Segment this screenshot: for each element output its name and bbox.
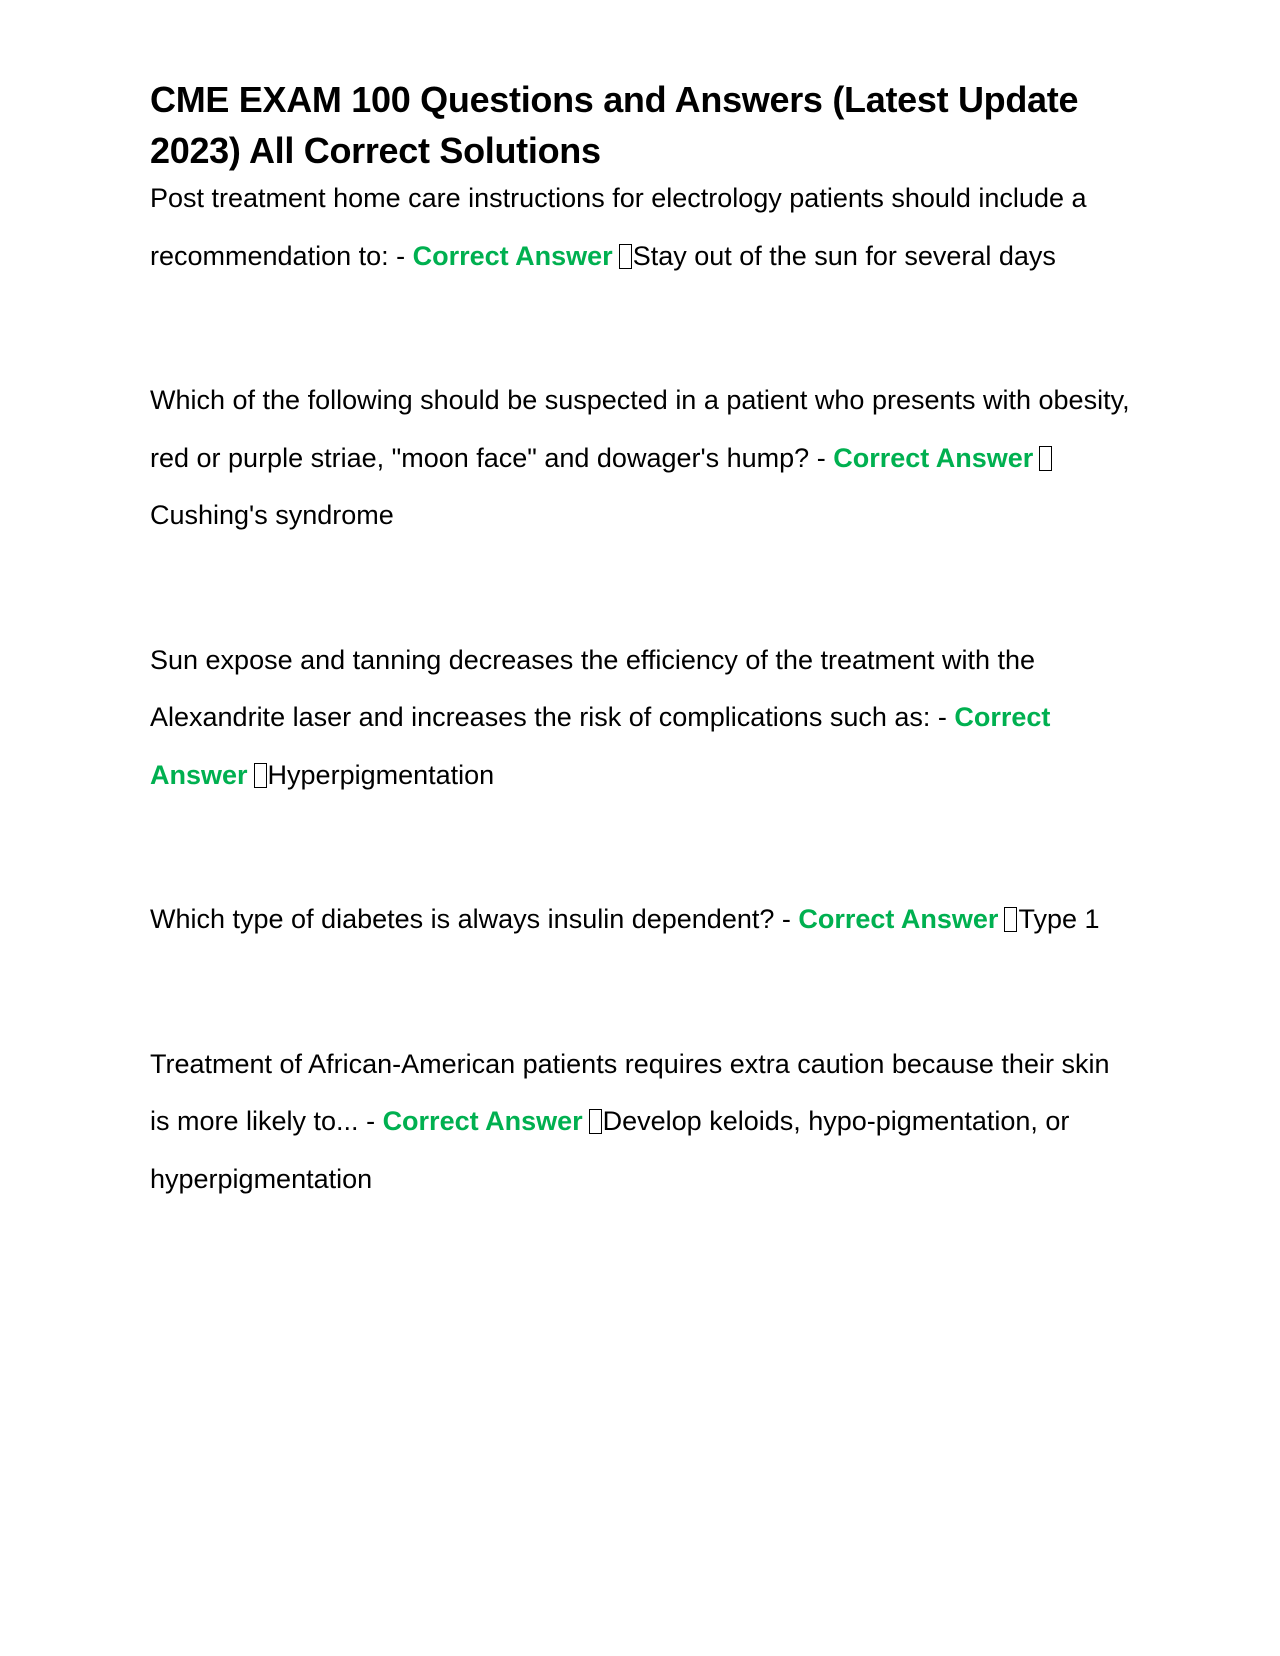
missing-glyph-icon bbox=[254, 763, 267, 788]
missing-glyph-icon bbox=[1039, 446, 1052, 471]
question-text: Which type of diabetes is always insulin dependent? bbox=[150, 904, 775, 934]
separator: - bbox=[774, 904, 799, 934]
correct-answer-label: Correct Answer bbox=[798, 904, 999, 934]
qa-item-1 bbox=[150, 170, 1135, 285]
answer-text: Type 1 bbox=[1018, 904, 1100, 934]
missing-glyph-icon bbox=[589, 1109, 602, 1134]
document-body bbox=[150, 74, 1135, 1208]
correct-answer-label: Correct Answer bbox=[150, 702, 1051, 790]
qa-item-2 bbox=[150, 372, 1135, 545]
correct-answer-label: Correct Answer bbox=[412, 240, 613, 271]
document-title: CME EXAM 100 Questions and Answers (Latest Update 2023) All Correct Solutions bbox=[150, 79, 1079, 171]
question-text: Post treatment home care instructions for electrology patients should include a recommendation to: bbox=[150, 183, 1087, 271]
missing-glyph-icon bbox=[1004, 907, 1017, 932]
answer-text: Cushing's syndrome bbox=[150, 500, 394, 530]
question-text: Which of the following should be suspected in a patient who presents with obesity, red or purple striae, "moon face" and dowager's hump? bbox=[150, 385, 1130, 473]
correct-answer-label: Correct Answer bbox=[382, 1106, 583, 1136]
question-text: Treatment of African-American patients requires extra caution because their skin is more likely to... bbox=[150, 1048, 1110, 1136]
answer-text: Develop keloids, hypo-pigmentation, or hyperpigmentation bbox=[150, 1106, 1070, 1194]
separator: - bbox=[358, 1106, 383, 1136]
answer-text: Stay out of the sun for several days bbox=[632, 240, 1056, 271]
separator: - bbox=[809, 442, 834, 473]
question-text: Sun expose and tanning decreases the efficiency of the treatment with the Alexandrite laser and increases the risk of complications such as: bbox=[150, 644, 1036, 732]
qa-item-3 bbox=[150, 632, 1135, 805]
separator: - bbox=[388, 240, 413, 271]
separator: - bbox=[930, 702, 955, 732]
qa-item-4 bbox=[150, 891, 1135, 949]
answer-text: Hyperpigmentation bbox=[267, 759, 495, 790]
qa-item-5 bbox=[150, 1036, 1135, 1209]
missing-glyph-icon bbox=[619, 244, 632, 269]
correct-answer-label: Correct Answer bbox=[833, 442, 1034, 473]
